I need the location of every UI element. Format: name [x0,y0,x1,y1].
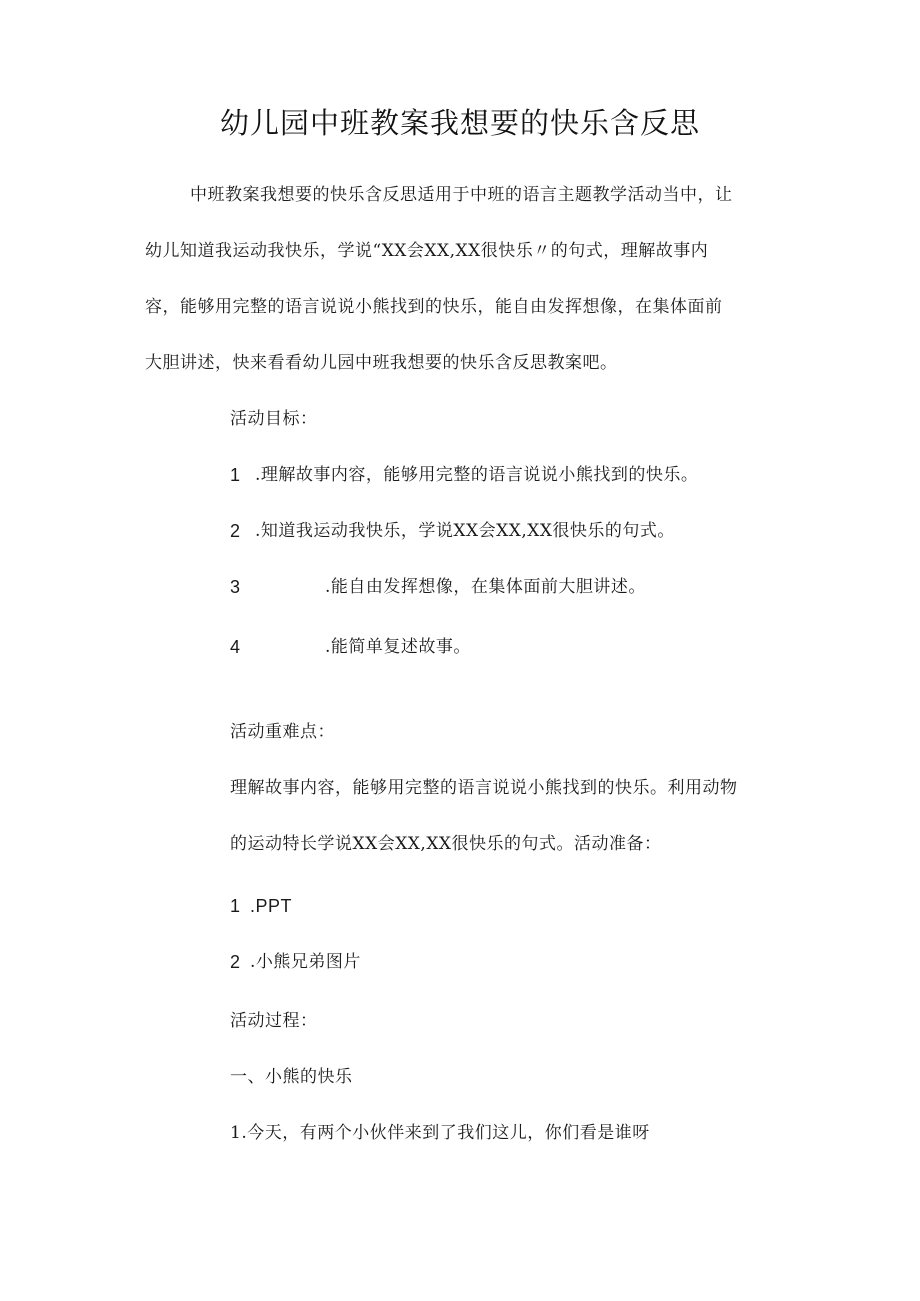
process-section-1: 一、小熊的快乐 [230,1067,353,1087]
goal-number: 2 [230,521,241,541]
goal-text: .能简单复述故事。 [325,637,471,657]
key-points-heading: 活动重难点： [230,722,335,742]
prep-number: 2 [230,952,241,972]
intro-line-1: 中班教案我想要的快乐含反思适用于中班的语言主题教学活动当中，让 [190,185,733,205]
prep-text: .小熊兄弟图片 [250,952,361,972]
goal-number: 4 [230,637,241,657]
process-step-1: 1.今天，有两个小伙伴来到了我们这儿，你们看是谁呀 [230,1123,650,1143]
key-points-line-2: 的运动特长学说XX会XX,XX很快乐的句式。活动准备： [230,834,662,854]
goal-text: .理解故事内容，能够用完整的语言说说小熊找到的快乐。 [255,465,699,485]
goal-text: .能自由发挥想像，在集体面前大胆讲述。 [325,577,646,597]
prep-text: .PPT [250,896,293,916]
intro-line-2: 幼儿知道我运动我快乐，学说“XX会XX,XX很快乐〃的句式，理解故事内 [145,241,709,261]
intro-line-4: 大胆讲述，快来看看幼儿园中班我想要的快乐含反思教案吧。 [145,353,618,373]
key-points-line-1: 理解故事内容，能够用完整的语言说说小熊找到的快乐。利用动物 [230,778,738,798]
goal-text: .知道我运动我快乐，学说XX会XX,XX很快乐的句式。 [255,521,675,541]
goal-number: 1 [230,465,241,485]
page-title: 幼儿园中班教案我想要的快乐含反思 [219,106,700,140]
goals-heading: 活动目标： [230,409,318,429]
intro-line-3: 容，能够用完整的语言说说小熊找到的快乐，能自由发挥想像，在集体面前 [145,297,723,317]
prep-number: 1 [230,896,241,916]
goal-number: 3 [230,577,241,597]
process-heading: 活动过程： [230,1011,318,1031]
